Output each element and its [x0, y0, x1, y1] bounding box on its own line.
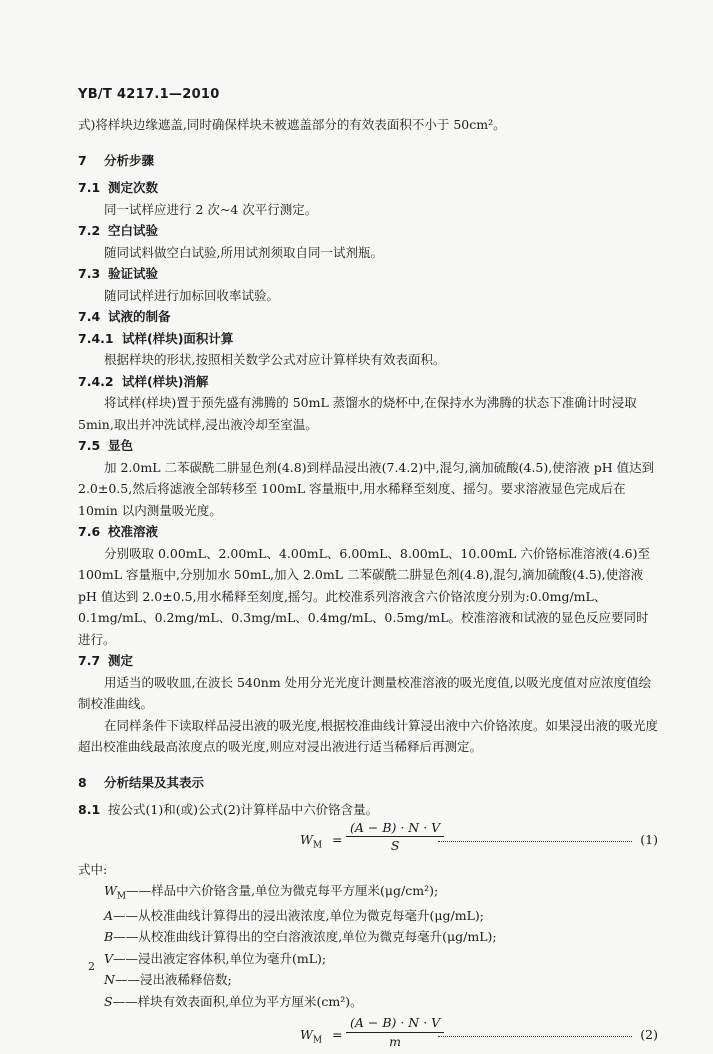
- clause-title: 试样(样块)消解: [122, 373, 209, 389]
- clause-title: 验证试验: [108, 266, 159, 281]
- section-number: 8: [78, 774, 87, 790]
- leader-dots: [438, 1024, 632, 1037]
- clause-7-5-heading: [78, 435, 658, 457]
- formula-fraction: [346, 819, 444, 855]
- clause-7-6-body: 分别吸取 0.00mL、2.00mL、4.00mL、6.00mL、8.00mL、10.00mL 六价铬标准溶液(4.6)至 100mL 容量瓶中,分别加水 50mL,加入 2.0mL 二苯碳酰二肼显色剂(4.8),混匀,滴加硫酸(4.5),使溶液 pH 值达到 2.0±0.5,用水稀释至刻度,摇匀。此校准系列溶液含六价铬浓度分别为:0.0mg/mL、0.1mg/mL、0.2mg/mL、0.3mg/mL、0.4mg/mL、0.5mg/mL。校准溶液和试液的显色反应要同时进行。: [78, 545, 650, 647]
- formula-lhs: $W_M$: [300, 1027, 323, 1046]
- clause-number: 7.4: [78, 309, 101, 324]
- section-title: 分析步骤: [104, 152, 155, 168]
- where-label: 式中:: [78, 861, 108, 877]
- variable-symbol: B: [104, 929, 114, 945]
- variable-definition: [78, 969, 658, 991]
- clause-8-1-body: 按公式(1)和(或)公式(2)计算样品中六价铬含量。: [108, 802, 379, 817]
- clause-7-4-1-heading: [78, 328, 658, 350]
- variable-description: ——从校准曲线计算得出的浸出液浓度,单位为微克每毫升(μg/mL);: [113, 907, 484, 923]
- variable-symbol: S: [104, 993, 113, 1009]
- variable-subscript: M: [116, 891, 127, 902]
- variable-list: [78, 880, 658, 1012]
- clause-7-6-heading: [78, 521, 658, 543]
- clause-number: 7.4.2: [78, 373, 114, 389]
- clause-number: 7.1: [78, 180, 101, 195]
- formula-equals: =: [332, 1027, 343, 1043]
- intro-line: 式)将样块边缘遮盖,同时确保样块未被遮盖部分的有效表面积不小于 50cm²。: [78, 117, 506, 132]
- clause-7-7-heading: [78, 650, 658, 672]
- clause-7-4-heading: [78, 306, 658, 328]
- clause-number: 8.1: [78, 802, 101, 817]
- variable-description: ——样块有效表面积,单位为平方厘米(cm²)。: [112, 993, 363, 1009]
- leader-dots: [438, 829, 632, 842]
- section-7-heading: [78, 150, 658, 172]
- formula-equals: =: [332, 831, 343, 847]
- section-title: 分析结果及其表示: [104, 774, 205, 790]
- clause-7-3-body: 随同试样进行加标回收率试验。: [104, 287, 280, 303]
- variable-definition: [78, 905, 658, 927]
- formula-numerator: (A − B) · N · V: [346, 1014, 444, 1033]
- variable-definition: [78, 948, 658, 970]
- clause-8-1: [78, 799, 658, 821]
- variable-description: ——样品中六价铬含量,单位为微克每平方厘米(μg/cm²);: [126, 883, 439, 898]
- clause-7-1-body: 同一试样应进行 2 次~4 次平行测定。: [104, 201, 318, 217]
- clause-title: 测定: [108, 653, 134, 668]
- clause-title: 显色: [108, 438, 134, 453]
- section-number: 7: [78, 152, 87, 168]
- clause-number: 7.5: [78, 438, 101, 453]
- equation-number: (2): [640, 1027, 658, 1043]
- clause-7-7-body-2: 在同样条件下读取样品浸出液的吸光度,根据校准曲线计算浸出液中六价铬浓度。如果浸出液的吸光度超出校准曲线最高浓度点的吸光度,则应对浸出液进行适当稀释后再测定。: [78, 717, 658, 754]
- variable-definition: [78, 926, 658, 948]
- clause-title: 试样(样块)面积计算: [122, 330, 234, 346]
- formula-denominator: m: [389, 1033, 402, 1049]
- clause-7-5-body: 加 2.0mL 二苯碳酰二肼显色剂(4.8)到样品浸出液(7.4.2)中,混匀,滴加硫酸(4.5),使溶液 pH 值达到 2.0±0.5,然后将滤液全部转移至 100mL 容量瓶中,用水稀释至刻度、摇匀。要求溶液显色完成后在 10min 以内测量吸光度。: [78, 459, 655, 518]
- page-number: 2: [88, 960, 95, 973]
- clause-7-7-body-1: 用适当的吸收皿,在波长 540nm 处用分光光度计测量校准溶液的吸光度值,以吸光度值对应浓度值绘制校准曲线。: [78, 674, 652, 711]
- formula-numerator: (A − B) · N · V: [346, 819, 444, 838]
- clause-number: 7.2: [78, 223, 101, 238]
- section-8-heading: [78, 772, 658, 794]
- clause-7-3-heading: [78, 263, 658, 285]
- clause-title: 试液的制备: [108, 309, 171, 324]
- clause-number: 7.3: [78, 266, 101, 281]
- clause-title: 测定次数: [108, 180, 159, 195]
- variable-symbol: A: [104, 907, 114, 923]
- clause-title: 空白试验: [108, 223, 159, 238]
- variable-symbol: N: [104, 972, 115, 988]
- clause-7-4-2-body: 将试样(样块)置于预先盛有沸腾的 50mL 蒸馏水的烧杯中,在保持水为沸腾的状态下准确计时浸取 5min,取出并冲洗试样,浸出液冷却至室温。: [78, 395, 637, 432]
- page-content: [78, 114, 658, 1054]
- variable-description: ——从校准曲线计算得出的空白溶液浓度,单位为微克每毫升(μg/mL);: [113, 929, 497, 945]
- clause-number: 7.7: [78, 653, 101, 668]
- clause-number: 7.4.1: [78, 330, 114, 346]
- equation-number: (1): [640, 831, 658, 847]
- clause-7-4-2-heading: [78, 371, 658, 393]
- variable-definition: [78, 991, 658, 1013]
- standard-code-header: YB/T 4217.1—2010: [78, 87, 220, 102]
- clause-7-2-body: 随同试料做空白试验,所用试剂须取自同一试剂瓶。: [104, 244, 383, 260]
- clause-7-1-heading: [78, 177, 658, 199]
- formula-fraction: [346, 1014, 444, 1050]
- clause-number: 7.6: [78, 524, 101, 539]
- variable-description: ——浸出液定容体积,单位为毫升(mL);: [113, 950, 327, 966]
- variable-definition: [78, 880, 658, 905]
- formula-1: [78, 819, 658, 857]
- formula-lhs: $W_M$: [300, 831, 323, 850]
- clause-7-2-heading: [78, 220, 658, 242]
- clause-7-4-1-body: 根据样块的形状,按照相关数学公式对应计算样块有效表面积。: [104, 352, 446, 367]
- variable-symbol: W: [104, 883, 117, 898]
- variable-symbol: V: [104, 950, 114, 966]
- formula-denominator: S: [390, 838, 400, 853]
- clause-title: 校准溶液: [108, 524, 159, 539]
- variable-description: ——浸出液稀释倍数;: [114, 972, 232, 988]
